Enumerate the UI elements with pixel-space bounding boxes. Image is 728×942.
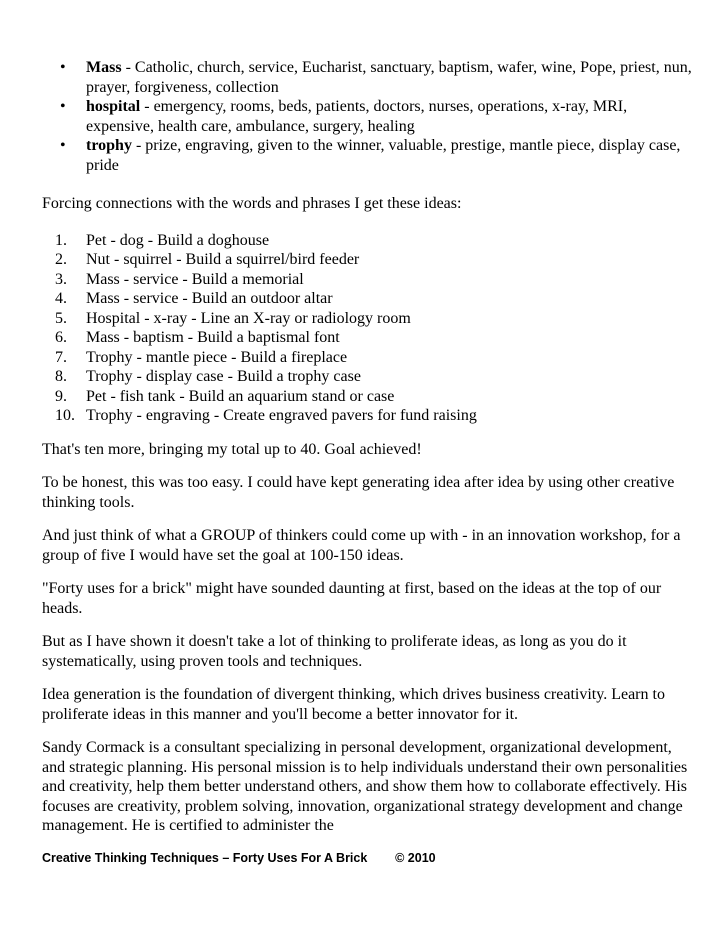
keyword-bullet-list (42, 58, 694, 175)
paragraph-too-easy: To be honest, this was too easy. I could have kept generating idea after idea by using other creative thinking tools. (42, 474, 675, 511)
idea-number: 6. (55, 329, 67, 346)
idea-item (42, 231, 694, 251)
idea-item (42, 348, 694, 368)
paragraph-idea-generation: Idea generation is the foundation of divergent thinking, which drives business creativity. Learn to proliferate ideas in this manner and you'll become a better innovator for it. (42, 686, 665, 723)
paragraph-goal-achieved: That's ten more, bringing my total up to 40. Goal achieved! (42, 440, 422, 458)
paragraph-proliferate: But as I have shown it doesn't take a lot of thinking to proliferate ideas, as long as you do it systematically, using proven tools and techniques. (42, 633, 627, 670)
bullet-dot-icon: • (60, 98, 66, 115)
page-footer (42, 851, 436, 865)
footer-copyright: © 2010 (395, 851, 436, 865)
idea-text: Pet - fish tank - Build an aquarium stand or case (86, 387, 395, 405)
idea-text: Mass - service - Build a memorial (86, 270, 304, 288)
idea-text: Trophy - engraving - Create engraved pavers for fund raising (86, 407, 477, 424)
idea-item (42, 367, 694, 387)
idea-number: 5. (55, 309, 67, 327)
idea-text: Mass - service - Build an outdoor altar (86, 290, 333, 307)
idea-text: Trophy - mantle piece - Build a fireplace (86, 348, 348, 366)
idea-number: 2. (55, 251, 67, 268)
bullet-text: - prize, engraving, given to the winner, valuable, prestige, mantle piece, display case, pride (86, 137, 681, 174)
bullet-term: Mass (86, 59, 122, 76)
bullet-item-trophy (42, 136, 694, 175)
paragraph-group-thinkers: And just think of what a GROUP of thinkers could come up with - in an innovation workshop, for a group of five I would have set the goal at 100-150 ideas. (42, 527, 681, 564)
idea-item (42, 250, 694, 270)
idea-number: 8. (55, 368, 67, 385)
idea-text: Trophy - display case - Build a trophy case (86, 368, 361, 385)
idea-number: 7. (55, 348, 67, 366)
idea-item (42, 328, 694, 348)
paragraph-forty-uses: "Forty uses for a brick" might have sounded daunting at first, based on the ideas at the top of our heads. (42, 580, 662, 617)
idea-number: 3. (55, 270, 67, 288)
footer-title: Creative Thinking Techniques – Forty Uses For A Brick (42, 851, 368, 865)
idea-text: Nut - squirrel - Build a squirrel/bird feeder (86, 251, 360, 268)
ideas-numbered-list (42, 231, 694, 426)
idea-text: Mass - baptism - Build a baptismal font (86, 329, 340, 346)
bullet-dot-icon: • (60, 137, 66, 154)
idea-number: 9. (55, 387, 67, 405)
idea-text: Hospital - x-ray - Line an X-ray or radiology room (86, 309, 411, 327)
idea-item (42, 289, 694, 309)
bullet-item-hospital (42, 97, 694, 136)
idea-number: 4. (55, 290, 67, 307)
bullet-text: - Catholic, church, service, Eucharist, sanctuary, baptism, wafer, wine, Pope, priest, nun, prayer, forgiveness, collection (86, 59, 692, 96)
idea-item (42, 387, 694, 407)
idea-item (42, 309, 694, 329)
bullet-text: - emergency, rooms, beds, patients, doctors, nurses, operations, x-ray, MRI, expensive, health care, ambulance, surgery, healing (86, 98, 628, 135)
document-body (42, 58, 694, 836)
bullet-dot-icon: • (60, 59, 66, 76)
idea-number: 1. (55, 231, 67, 249)
idea-number: 10. (55, 407, 75, 424)
idea-item (42, 270, 694, 290)
paragraph-author-bio: Sandy Cormack is a consultant specializing in personal development, organizational development, and strategic planning. His personal mission is to help individuals understand their own personalities and creativity, help them better understand others, and show them how to collaborate effectively. His focuses are creativity, problem solving, innovation, organizational strategy development and change management. He is certified to administer the (42, 739, 688, 834)
lead-paragraph: Forcing connections with the words and phrases I get these ideas: (42, 195, 462, 212)
idea-item (42, 406, 694, 426)
bullet-item-mass (42, 58, 694, 97)
idea-text: Pet - dog - Build a doghouse (86, 231, 270, 249)
bullet-term: hospital (86, 98, 141, 115)
bullet-term: trophy (86, 137, 132, 154)
